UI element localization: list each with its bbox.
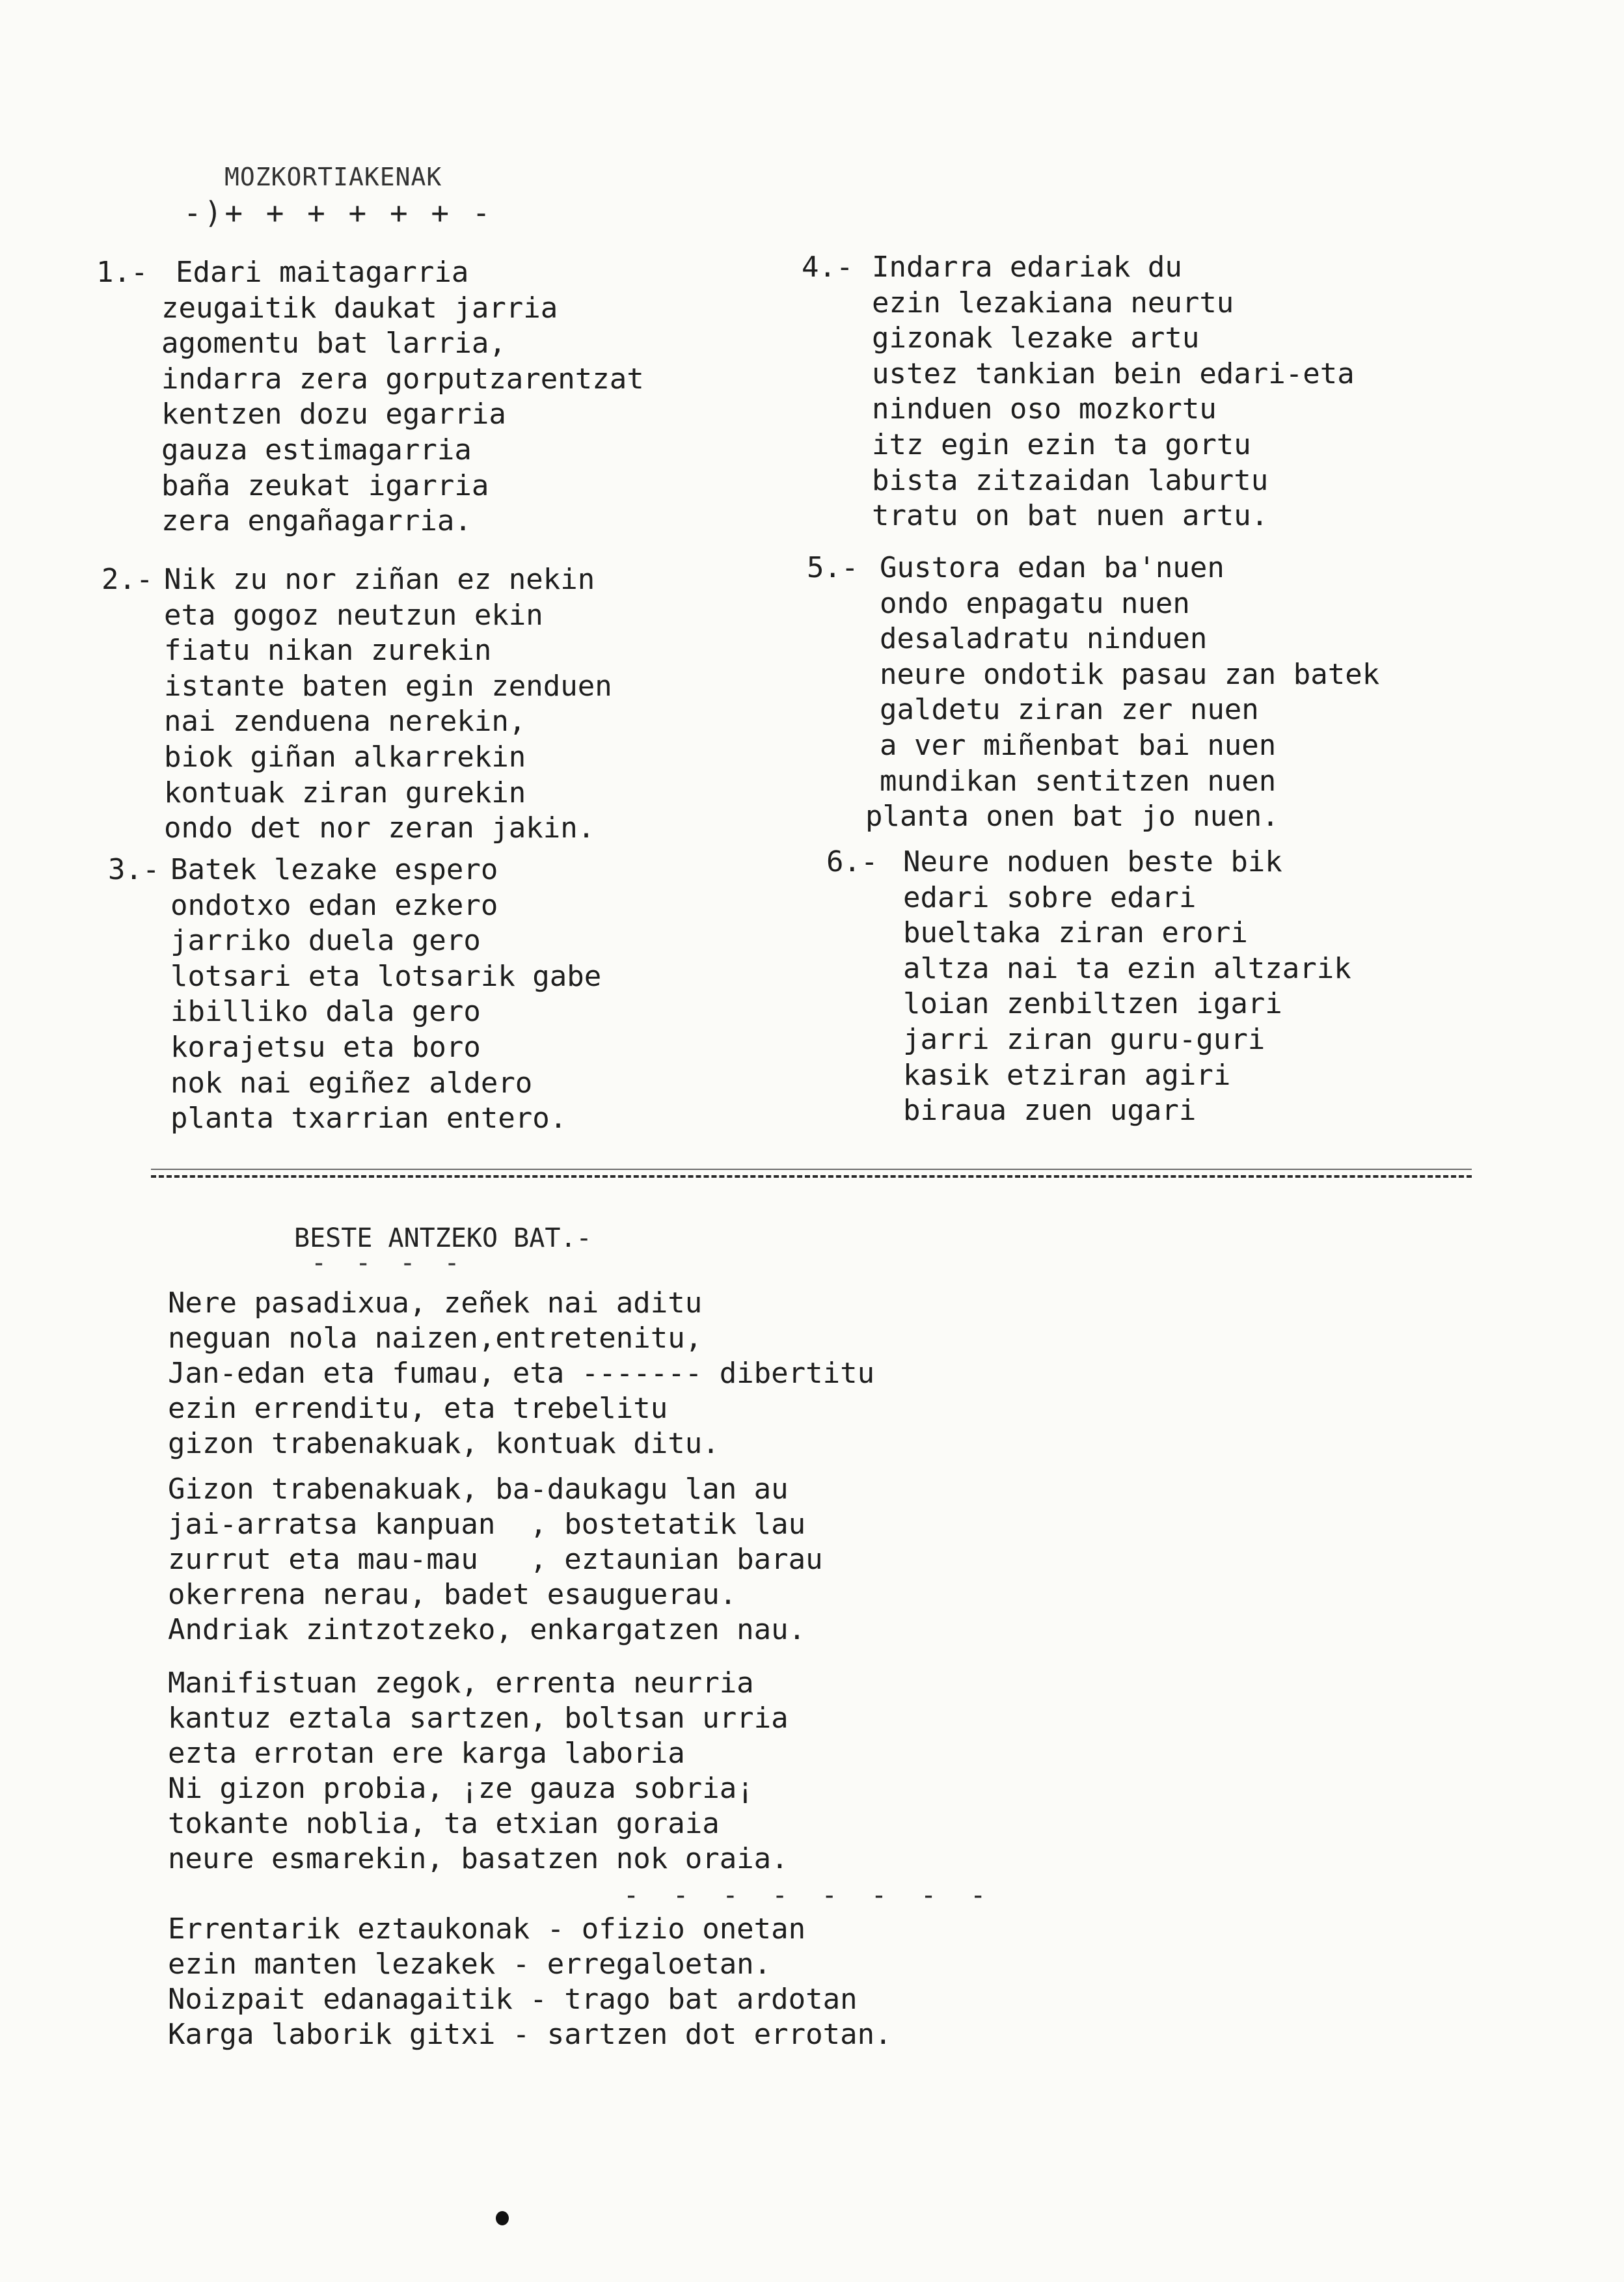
verse-line: ondo enpagatu nuen bbox=[880, 586, 1190, 620]
verse-1 bbox=[168, 1286, 874, 1461]
verse-line: okerrena nerau, badet esauguerau. bbox=[168, 1578, 737, 1611]
verse-line: Jan-edan eta fumau, eta ------- dibertitu bbox=[168, 1357, 875, 1390]
verse-line: Manifistuan zegok, errenta neurria bbox=[168, 1666, 754, 1700]
poem1-title: MOZKORTIAKENAK bbox=[224, 163, 442, 191]
verse-line: bueltaka ziran erori bbox=[903, 916, 1248, 950]
stanza-number: 6.- bbox=[826, 845, 878, 878]
verse-4 bbox=[168, 1912, 892, 2052]
verse-line: kontuak ziran gurekin bbox=[164, 776, 526, 809]
verse-line: lotsari eta lotsarik gabe bbox=[170, 959, 602, 993]
verse-line: Andriak zintzotzeko, enkargatzen nau. bbox=[168, 1613, 806, 1646]
stanza-number: 1.- bbox=[96, 256, 148, 289]
verse-line: Karga laborik gitxi - sartzen dot errotan. bbox=[168, 2018, 892, 2051]
verse-line: jarri ziran guru-guri bbox=[903, 1022, 1265, 1056]
stanza-3 bbox=[108, 852, 602, 1137]
verse-line: kantuz eztala sartzen, boltsan urria bbox=[168, 1702, 789, 1735]
verse-line: loian zenbiltzen igari bbox=[903, 987, 1282, 1021]
verse-line: zera engañagarria. bbox=[161, 504, 472, 538]
verse-line: gizon trabenakuak, kontuak ditu. bbox=[168, 1427, 720, 1460]
verse-line: neure esmarekin, basatzen nok oraia. bbox=[168, 1842, 789, 1875]
verse-line: baña zeukat igarria bbox=[161, 469, 489, 502]
section-divider-line bbox=[151, 1169, 1472, 1170]
verse-line: edari sobre edari bbox=[903, 880, 1197, 914]
verse-line: indarra zera gorputzarentzat bbox=[161, 362, 644, 396]
verse-line: planta onen bat jo nuen. bbox=[865, 800, 1279, 834]
poem1-ornament: -)+ + + + + + - bbox=[183, 195, 493, 230]
verse-line: ninduen oso mozkortu bbox=[872, 392, 1217, 426]
verse-line: Edari maitagarria bbox=[176, 256, 469, 289]
stanza-1 bbox=[96, 255, 644, 539]
verse-line: jarriko duela gero bbox=[170, 924, 481, 958]
verse-line: tokante noblia, ta etxian goraia bbox=[168, 1807, 720, 1840]
verse-line: Noizpait edanagaitik - trago bat ardotan bbox=[168, 1983, 858, 2016]
verse-line: bista zitzaidan laburtu bbox=[872, 463, 1269, 497]
stanza-2 bbox=[102, 562, 612, 847]
verse-line: galdetu ziran zer nuen bbox=[880, 693, 1259, 727]
verse-line: Indarra edariak du bbox=[872, 251, 1182, 284]
verse-line: desaladratu ninduen bbox=[880, 622, 1208, 656]
verse-line: nai zenduena nerekin, bbox=[164, 705, 526, 739]
ink-dot bbox=[496, 2211, 509, 2225]
stanza-5 bbox=[807, 550, 1380, 835]
verse-line: neure ondotik pasau zan batek bbox=[880, 657, 1380, 691]
verse-line: planta txarrian entero. bbox=[170, 1102, 567, 1135]
verse-line: gizonak lezake artu bbox=[872, 321, 1200, 355]
verse-line: jai-arratsa kanpuan , bostetatik lau bbox=[168, 1508, 806, 1541]
verse-line: Neure noduen beste bik bbox=[903, 845, 1282, 878]
verse-line: istante baten egin zenduen bbox=[164, 669, 612, 703]
verse-line: altza nai ta ezin altzarik bbox=[903, 951, 1351, 985]
verse-line: kasik etziran agiri bbox=[903, 1058, 1231, 1092]
verse-line: ondotxo edan ezkero bbox=[170, 888, 498, 922]
stanza-number: 4.- bbox=[802, 251, 854, 284]
verse-line: Gizon trabenakuak, ba-daukagu lan au bbox=[168, 1473, 789, 1506]
stanza-number: 2.- bbox=[102, 563, 154, 596]
stanza-4 bbox=[802, 250, 1355, 534]
verse-line: biraua zuen ugari bbox=[903, 1094, 1197, 1128]
verse-line: mundikan sentitzen nuen bbox=[880, 764, 1277, 798]
verse-2 bbox=[168, 1472, 823, 1648]
verse-line: fiatu nikan zurekin bbox=[164, 634, 492, 668]
verse-line: eta gogoz neutzun ekin bbox=[164, 598, 543, 632]
verse-line: zeugaitik daukat jarria bbox=[161, 291, 558, 325]
verse-line: ezta errotan ere karga laboria bbox=[168, 1737, 685, 1770]
verse-line: ondo det nor zeran jakin. bbox=[164, 811, 595, 845]
verse-line: itz egin ezin ta gortu bbox=[872, 428, 1251, 461]
verse-line: ustez tankian bein edari-eta bbox=[872, 357, 1355, 390]
verse-separator: - - - - - - - - bbox=[623, 1881, 995, 1910]
verse-line: Errentarik eztaukonak - ofizio onetan bbox=[168, 1912, 806, 1946]
verse-line: kentzen dozu egarria bbox=[161, 398, 506, 431]
stanza-number: 5.- bbox=[807, 551, 859, 584]
verse-3 bbox=[168, 1666, 789, 1877]
verse-line: korajetsu eta boro bbox=[170, 1030, 481, 1064]
verse-line: Gustora edan ba'nuen bbox=[880, 551, 1225, 584]
verse-line: biok giñan alkarrekin bbox=[164, 740, 526, 774]
poem2-title: BESTE ANTZEKO BAT.- bbox=[294, 1223, 592, 1253]
poem2-title-dashes: - - - - bbox=[311, 1248, 467, 1278]
verse-line: ezin manten lezakek - erregaloetan. bbox=[168, 1948, 772, 1981]
verse-line: gauza estimagarria bbox=[161, 433, 472, 467]
verse-line: tratu on bat nuen artu. bbox=[872, 499, 1269, 533]
verse-line: Batek lezake espero bbox=[170, 853, 498, 886]
stanza-number: 3.- bbox=[108, 853, 160, 886]
verse-line: ezin lezakiana neurtu bbox=[872, 286, 1234, 319]
verse-line: Ni gizon probia, ¡ze gauza sobria¡ bbox=[168, 1772, 754, 1805]
section-divider-dashes bbox=[151, 1175, 1472, 1178]
verse-line: agomentu bat larria, bbox=[161, 327, 506, 360]
verse-line: Nere pasadixua, zeñek nai aditu bbox=[168, 1286, 703, 1320]
verse-line: zurrut eta mau-mau , eztaunian barau bbox=[168, 1543, 823, 1576]
stanza-6 bbox=[826, 845, 1351, 1129]
verse-line: ibilliko dala gero bbox=[170, 995, 481, 1029]
verse-line: ezin errenditu, eta trebelitu bbox=[168, 1392, 668, 1425]
verse-line: nok nai egiñez aldero bbox=[170, 1066, 533, 1100]
verse-line: Nik zu nor ziñan ez nekin bbox=[164, 563, 595, 596]
verse-line: neguan nola naizen,entretenitu, bbox=[168, 1322, 703, 1355]
verse-line: a ver miñenbat bai nuen bbox=[880, 728, 1277, 762]
